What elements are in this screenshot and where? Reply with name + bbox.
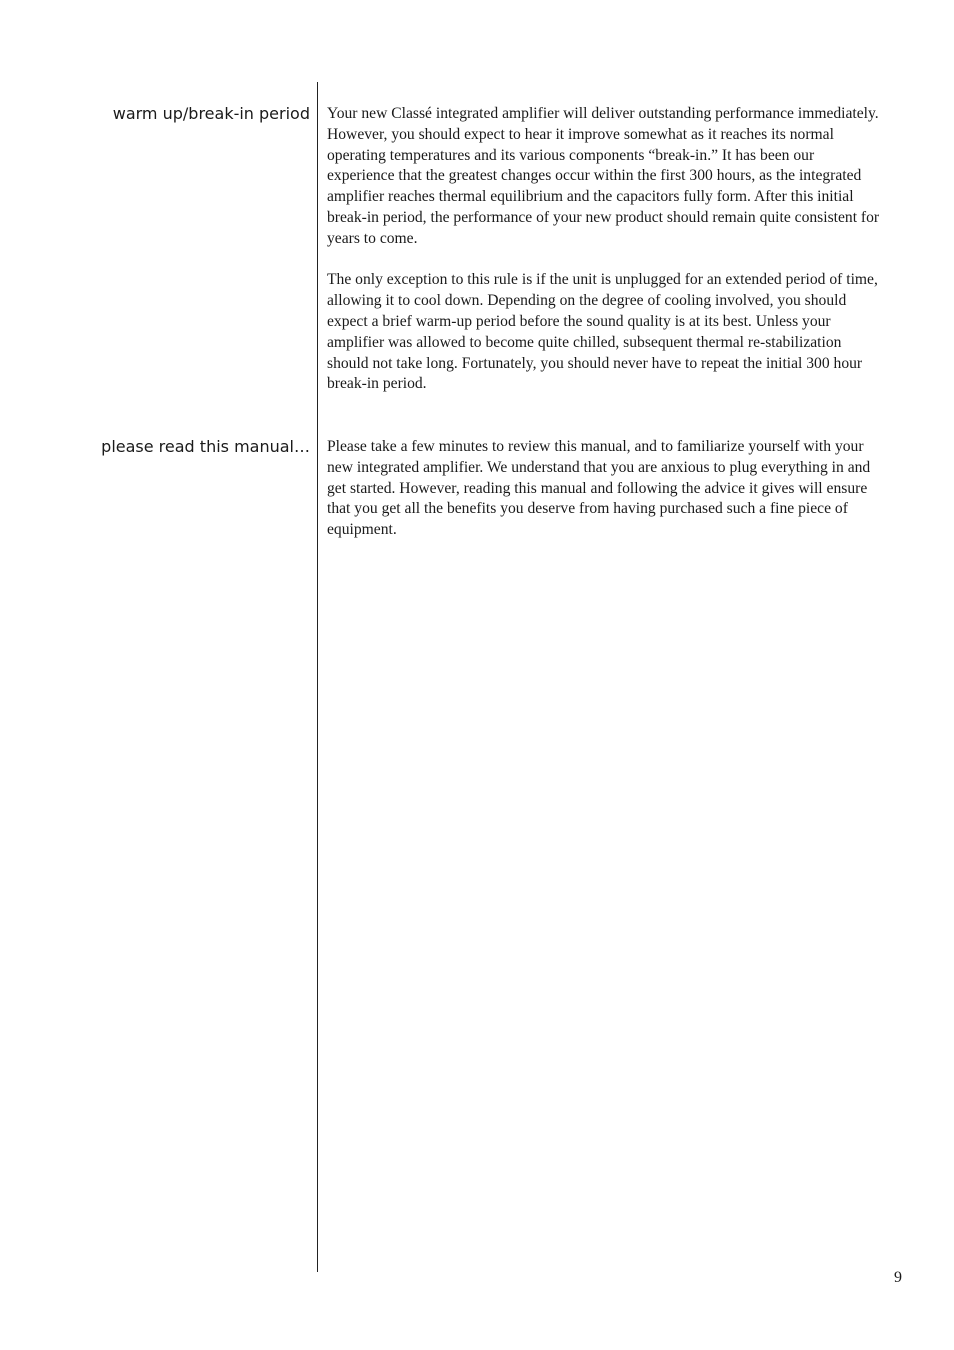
body-paragraph: Please take a few minutes to review this manual, and to familiarize yourself with your new integrated amplifier. We understand that you are anxious to plug everything in and get started. However, reading this manual and following the advice it gives will ensure that you get all the benefits you deserve from having purchased such a fine piece of equipment.: [327, 438, 871, 539]
section-heading: please read this manual…: [101, 437, 310, 456]
section-body: [327, 104, 882, 416]
section-heading: warm up/break-in period: [112, 104, 310, 123]
section-body: [327, 437, 882, 562]
page-number: 9: [894, 1269, 902, 1286]
body-paragraph: The only exception to this rule is if the unit is unplugged for an extended period of time, allowing it to cool down. Depending on the degree of cooling involved, you should expect a brief warm-up period before the sound quality is at its best. Unless your amplifier was allowed to become quite chilled, subsequent thermal re-stabilization should not take long. Fortunately, you should never have to repeat the initial 300 hour break-in period.: [327, 271, 878, 393]
column-divider-rule: [317, 82, 318, 1272]
body-paragraph: Your new Classé integrated amplifier will deliver outstanding performance immediately. However, you should expect to hear it improve somewhat as it reaches its normal operating temperatures and its various components “break-in.” It has been our experience that the greatest changes occur within the first 300 hours, as the integrated amplifier reaches thermal equilibrium and the capacitors fully form. After this initial break-in period, the performance of your new product should remain quite consistent for years to come.: [327, 105, 880, 247]
